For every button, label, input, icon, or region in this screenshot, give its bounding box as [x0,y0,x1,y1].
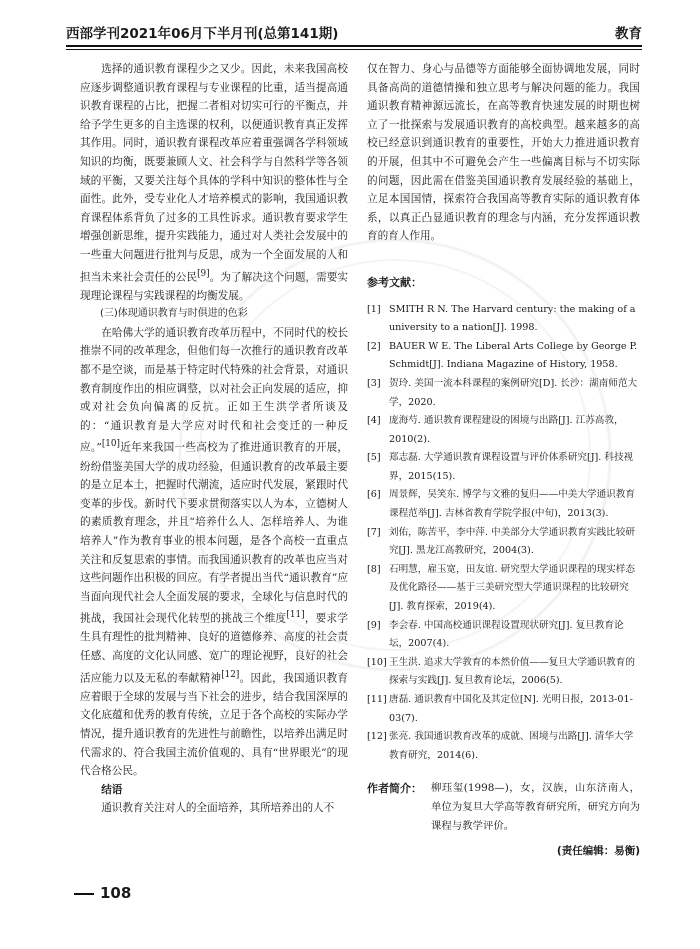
paragraph: 通识教育关注对人的全面培养，其所培养出的人不 [101,802,335,815]
reference-text: 贺玲. 美国一流本科课程的案例研究[D]. 长沙：湖南师范大学，2020. [389,377,638,408]
references-list [367,301,640,766]
reference-text: 周景辉，吴笑东. 博学与文雅的复归——中美大学通识教育课程范举[J]. 吉林省教育学院学报(中旬)，2013(3). [389,489,635,520]
reference-text: 庞海芍. 通识教育课程建设的困境与出路[J]. 江苏高教，2010(2). [389,415,624,445]
author-bio [367,779,640,836]
reference-number: [4] [367,415,381,427]
paragraph: 选择的通识教育课程少之又少。因此，未来我国高校应逐步调整通识教育课程与专业课程的比重，适当提高通识教育课程的占比，把握二者相对切实可行的平衡点，并给予学生更多的自主选课的权利，以便通识教育真正发挥其作用。同时，通识教育课程改革应着重强调各学科领域知识的均衡，既要兼顾人文、社会科学与自然科学等各领域的平衡，又要关注每个具体的学科中知识的整体性与全面性。此外，受专业化人才培养模式的影响，我国通识教育课程体系背负了过多的工具性诉求。通识教育要求学生增强创新思维，提升实践能力，通过对人类社会发展中的一些重大问题进行批判与反思，成为一个全面发展的人和担当未来社会责任的公民[9]。为了解决这个问题，需要实现理论课程与实践课程的均衡发展。 [80,63,349,302]
citation[interactable]: [12] [221,669,240,680]
paragraph: 仅在智力、身心与品德等方面能够全面协调地发展，同时具备高尚的道德情操和独立思考与解决问题的能力。我国通识教育精神源远流长，在高等教育快速发展的时期也树立了一批探索与发展通识教育的高校典型。越来越多的高校已经意识到通识教育的重要性，开始大力推进通识教育的开展，但其中不可避免会产生一些偏离目标与不切实际的问题，因此需在借鉴美国通识教育发展经验的基础上，立足本国国情，探索符合我国高等教育实际的通识教育体系，以真正凸显通识教育的理念与内涵，充分发挥通识教育的育人作用。 [367,63,640,243]
citation[interactable]: [11] [286,610,305,621]
header-rule-thick [66,45,642,47]
header-rule-thin [66,49,642,50]
author-label: 作者简介： [367,782,422,796]
reference-number: [5] [367,452,381,464]
reference-number: [10] [367,656,387,668]
reference-text: 张亮. 我国通识教育改革的成就、困境与出路[J]. 清华大学教育研究，2014(6). [389,731,634,761]
conclusion-heading: 结语 [101,783,123,796]
paragraph: 在哈佛大学的通识教育改革历程中，不同时代的校长推崇不同的改革理念，但他们每一次推行的通识教育改革都不是空谈，而是基于特定时代特殊的社会背景，对通识教育制度作出的相应调整，以对社会正向发展的适应，抑或对社会负向偏离的反抗。正如王生洪学者所谈及的：“通识教育是大学应对时代和社会变迁的一种反应。”[10]近年来我国一些高校为了推进通识教育的开展，纷纷借鉴美国大学的成功经验，但通识教育的改革最主要的是立足本土，把握时代潮流，适应时代发展，紧跟时代变革的步伐。新时代下要求贯彻落实以人为本，立德树人的素质教育理念，并且“培养什么人、怎样培养人、为谁培养人”作为教育事业的根本问题，是各个高校一直重点关注和反复思索的事情。而我国通识教育的改革也应当对这些问题作出积极的回应。有学者提出当代“通识教育”应当面向现代社会人全面发展的要求，全球化与信息时代的挑战，我国社会现代化转型的挑战三个维度[11]，要求学生具有理性的批判精神、良好的道德修养、高度的社会责任感、高度的文化认同感、宽广的理论视野，良好的社会活应能力以及无私的奉献精神[12]。因此，我国通识教育应着眼于全球的发展与当下社会的进步，结合我国深厚的文化底蕴和优秀的教育传统，立足于各个高校的实际办学情况，提升通识教育的先进性与前瞻性，以培养出满足时代需求的、符合我国主流价值观的、具有“世界眼光”的现代合格公民。 [80,326,349,778]
reference-item [367,617,640,654]
reference-text: 李会春. 中国高校通识课程设置现状研究[J]. 复旦教育论坛，2007(4). [389,619,624,650]
reference-number: [12] [367,731,387,743]
reference-text: BAUER W E. The Liberal Arts College by George P. Schmidt[J]. Indiana Magazine of History, 1958. [389,340,638,371]
reference-text: 王生洪. 追求大学教育的本然价值——复旦大学通识教育的探索与实践[J]. 复旦教育论坛，2006(5). [389,656,635,687]
reference-item [367,524,640,561]
running-header [66,16,642,46]
section-label: 教育 [615,26,642,42]
responsible-editor: (责任编辑：易衡) [556,845,640,858]
reference-text: 唐磊. 通识教育中国化及其定位[N]. 光明日报，2013-01-03(7). [389,694,633,724]
journal-issue: 西部学刊2021年06月下半月刊(总第141期) [66,26,339,42]
reference-text: SMITH R N. The Harvard century: the making of a university to a nation[J]. 1998. [389,303,636,334]
subsection-heading: (三)体现通识教育与时俱进的色彩 [100,308,248,320]
reference-item [367,691,640,728]
reference-item [367,412,640,449]
reference-item [367,486,640,523]
reference-item [367,301,640,338]
reference-number: [6] [367,489,381,501]
reference-item [367,728,640,765]
author-text: 柳珏玺(1998—)，女，汉族，山东济南人，单位为复旦大学高等教育研究所，研究方向为课程与教学评价。 [431,782,640,833]
reference-number: [9] [367,619,381,631]
citation[interactable]: [10] [101,439,120,450]
right-column [367,60,640,861]
reference-item [367,375,640,412]
reference-item [367,654,640,691]
reference-number: [7] [367,526,381,538]
reference-text: 郑志磊. 大学通识教育课程设置与评价体系研究[J]. 科技视界，2015(15). [389,452,634,482]
page-number-dash [74,893,94,895]
reference-number: [3] [367,377,381,389]
reference-item [367,338,640,375]
page-number: 108 [74,884,131,902]
reference-item [367,561,640,617]
reference-text: 刘佑，陈苦平，李中萍. 中美部分大学通识教育实践比较研究[J]. 黑龙江高教研究，2004(3). [389,526,635,557]
reference-number: [2] [367,340,381,352]
reference-number: [8] [367,563,381,575]
left-column [80,60,348,818]
reference-item [367,449,640,486]
references-title: 参考文献： [367,275,422,289]
reference-number: [11] [367,694,387,705]
reference-text: 石明慧，雇玉宽，田友谊. 研究型大学通识课程的现实样态及优化路径——基于三美研究型大学通识课程的比较研究[J]. 教育探索，2019(4). [389,563,635,613]
citation[interactable]: [9] [197,268,210,279]
reference-number: [1] [367,303,381,315]
